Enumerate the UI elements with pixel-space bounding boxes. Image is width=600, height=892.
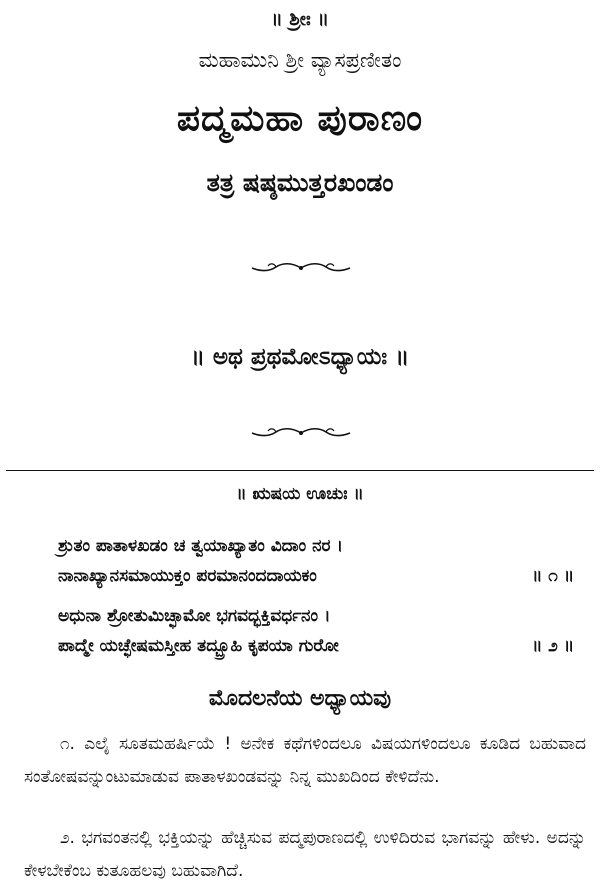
invocation: ॥ ಶ್ರೀಃ ॥	[271, 8, 329, 30]
chapter-heading: ॥ ಅಥ ಪ್ರಥಮೋಽಧ್ಯಾಯಃ ॥	[190, 344, 410, 370]
ornament-divider-icon	[246, 261, 356, 275]
translation-paragraph: ೨. ಭಗವಂತನಲ್ಲಿ ಭಕ್ತಿಯನ್ನು ಹೆಚ್ಚಿಸುವ ಪದ್ಮಪುರಾಣದಲ್ಲಿ ಉಳಿದಿರುವ ಭಾಗವನ್ನು ಹೇಳು. ಅದನ್ನು ಕೇಳಬೇಕೆಂಬ ಕುತೂಹಲವು ಬಹುವಾಗಿದೆ.	[24, 828, 586, 881]
verse-number: ॥ ೧ ॥	[532, 566, 575, 586]
translation-heading: ಮೊದಲನೆಯ ಅಧ್ಯಾಯವು	[208, 686, 392, 711]
verse-line: ಅಧುನಾ ಶ್ರೋತುಮಿಚ್ಛಾಮೋ ಭಗವದ್ಭಕ್ತಿವರ್ಧನಂ ।	[58, 606, 331, 626]
attribution-line: ಮಹಾಮುನಿ ಶ್ರೀ ವ್ಯಾಸಪ್ರಣೀತಂ	[198, 48, 402, 72]
verse-line: ಪಾದ್ಮೇ ಯಚ್ಛೇಷಮಸ್ತೀಹ ತದ್ಬ್ರೂಹಿ ಕೃಪಯಾ ಗುರೋ	[58, 636, 339, 656]
verse-line: ಶ್ರುತಂ ಪಾತಾಳಖಡಂ ಚ ತ್ವಯಾಖ್ಯಾತಂ ವಿದಾಂ ನರ ।	[58, 536, 343, 556]
section-subtitle: ತತ್ರ ಷಷ್ಠಮುತ್ತರಖಂಡಂ	[206, 168, 394, 197]
speaker-heading: ॥ ಋಷಯ ಊಚುಃ ॥	[236, 484, 364, 504]
translation-paragraph: ೧. ಎಲೈ ಸೂತಮಹರ್ಷಿಯೆ ! ಅನೇಕ ಕಥೆಗಳಿಂದಲೂ ವಿಷಯಗಳಿಂದಲೂ ಕೂಡಿದ ಬಹುವಾದ ಸಂತೋಷವನ್ನುಂಟುಮಾಡುವ ಪಾತಾಳಖಂಡವನ್ನು ನಿನ್ನ ಮುಖದಿಂದ ಕೇಳಿದೆನು.	[24, 734, 586, 787]
verse-line: ನಾನಾಖ್ಯಾನಸಮಾಯುಕ್ತಂ ಪರಮಾನಂದದಾಯಕಂ	[58, 566, 317, 586]
verse-number: ॥ ೨ ॥	[532, 636, 575, 656]
horizontal-rule	[6, 470, 594, 471]
page-title: ಪದ್ಮಮಹಾ ಪುರಾಣಂ	[176, 98, 424, 139]
ornament-divider-icon	[246, 426, 356, 440]
